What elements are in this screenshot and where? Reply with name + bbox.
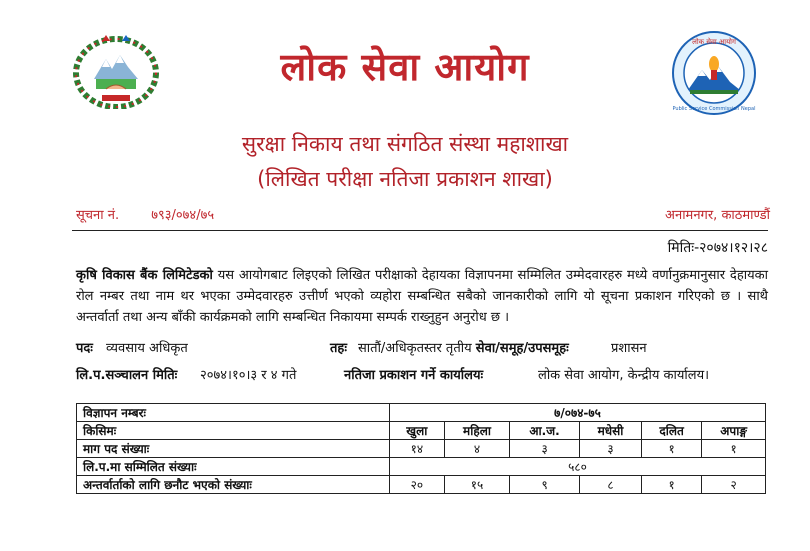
notice-body-text: यस आयोगबाट लिइएको लिखित परीक्षाको देहायका विज्ञापनमा सम्मिलित उम्मेदवारहरु मध्ये वर्णानुक्रमानुसार देहायका रोल नम्बर तथा नाम थर भएका उम्मेदवारहरु उत्तीर्ण भएको व्यहोरा सम्बन्धित सबैको जानकारीको लागि यो सूचना प्रकाशन गरिएको छ । साथै अन्तर्वार्ता तथा अन्य बाँकी कार्यक्रमको लागि सम्बन्धित निकायमा सम्पर्क राख्नुहुन अनुरोध छ । <box>76 268 768 325</box>
page-title: लोक सेवा आयोग <box>280 44 530 89</box>
ad-number-label: विज्ञापन नम्बरः <box>77 404 390 422</box>
psc-logo-icon <box>668 30 760 116</box>
level-label: तहः <box>330 341 347 356</box>
table-row-category <box>77 422 766 440</box>
exam-date-label: लि.प.सञ्चालन मितिः <box>76 368 178 383</box>
demand-cell: १ <box>642 440 702 458</box>
notice-number-value: ७९३/०७४/७५ <box>151 208 215 223</box>
selected-cell: ८ <box>579 476 641 494</box>
notice-body <box>76 265 768 328</box>
psc-logo-text-top: लोक सेवा आयोग <box>692 38 736 46</box>
category-cell: खुला <box>390 422 445 440</box>
category-cell: अपाङ्ग <box>702 422 766 440</box>
table-row-ad-number <box>77 404 766 422</box>
appeared-value: ५८० <box>390 458 766 476</box>
table-row-appeared <box>77 458 766 476</box>
notice-body-lead: कृषि विकास बैंक लिमिटेडको <box>76 268 213 283</box>
level-value <box>358 338 569 356</box>
category-cell: दलित <box>642 422 702 440</box>
selected-cell: २० <box>390 476 445 494</box>
exam-date-value: २०७४।१०।३ र ४ गते <box>200 368 297 383</box>
notice-date: मितिः-२०७४।१२।२८ <box>667 240 768 256</box>
section-name: (लिखित परीक्षा नतिजा प्रकाशन शाखा) <box>257 167 553 191</box>
demand-cell: ४ <box>444 440 510 458</box>
office-label: नतिजा प्रकाशन गर्ने कार्यालयः <box>344 368 484 383</box>
post-value: व्यवसाय अधिकृत <box>106 341 188 356</box>
demand-cell: १४ <box>390 440 445 458</box>
notice-number <box>76 205 242 223</box>
selected-cell: १५ <box>444 476 510 494</box>
table-row-selected <box>77 476 766 494</box>
notice-number-label: सूचना नं. <box>76 208 120 223</box>
category-cell: आ.ज. <box>510 422 580 440</box>
category-cell: महिला <box>444 422 510 440</box>
ad-number-value: ७/०७४-७५ <box>390 404 766 422</box>
result-stats-table <box>76 403 766 494</box>
demand-cell: १ <box>702 440 766 458</box>
notice-place: अनामनगर, काठमाण्डौं <box>665 208 770 223</box>
table-row-demand <box>77 440 766 458</box>
office-value: लोक सेवा आयोग, केन्द्रीय कार्यालय। <box>538 368 710 383</box>
division-name: सुरक्षा निकाय तथा संगठित संस्था महाशाखा <box>241 132 569 156</box>
demand-label: माग पद संख्याः <box>77 440 390 458</box>
divider <box>72 230 768 231</box>
psc-logo-text-bottom: Public Service Commission Nepal <box>672 106 756 112</box>
service-value: प्रशासन <box>611 341 647 356</box>
selected-label: अन्तर्वार्ताको लागि छनौट भएको संख्याः <box>77 476 390 494</box>
selected-cell: १ <box>642 476 702 494</box>
demand-cell: ३ <box>579 440 641 458</box>
selected-cell: ९ <box>510 476 580 494</box>
category-label: किसिमः <box>77 422 390 440</box>
appeared-label: लि.प.मा सम्मिलित संख्याः <box>77 458 390 476</box>
demand-cell: ३ <box>510 440 580 458</box>
post-label: पदः <box>76 341 93 356</box>
category-cell: मधेसी <box>579 422 641 440</box>
service-label: सेवा/समूह/उपसमूहः <box>475 341 569 356</box>
selected-cell: २ <box>702 476 766 494</box>
level-text: सातौं/अधिकृतस्तर तृतीय <box>358 341 472 356</box>
